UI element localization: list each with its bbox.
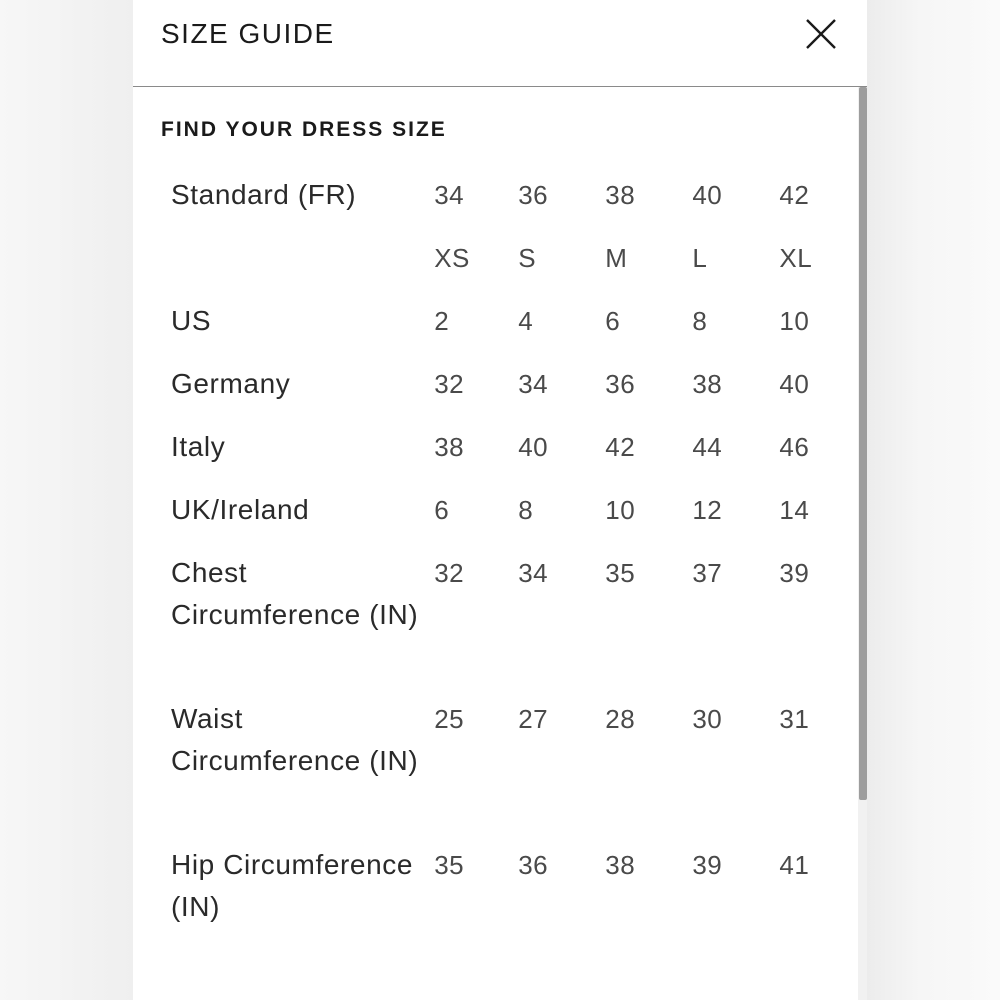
size-cell: M <box>605 243 628 273</box>
close-icon[interactable] <box>803 16 839 52</box>
table-row <box>161 844 867 990</box>
size-cell: 38 <box>605 850 636 880</box>
size-cell: 42 <box>779 180 810 210</box>
size-cell: 10 <box>605 495 636 525</box>
table-row <box>161 300 867 363</box>
size-cell: 6 <box>434 495 450 525</box>
size-cell: 44 <box>692 432 723 462</box>
size-cell: 12 <box>692 495 723 525</box>
table-row <box>161 237 867 300</box>
size-cell: 38 <box>692 369 723 399</box>
table-row <box>161 174 867 237</box>
size-cell: 6 <box>605 306 621 336</box>
size-cell: 40 <box>518 432 549 462</box>
size-cell: 35 <box>605 558 636 588</box>
size-cell: 46 <box>779 432 810 462</box>
modal-title: SIZE GUIDE <box>161 18 335 49</box>
size-cell: 8 <box>518 495 534 525</box>
size-cell: 34 <box>434 180 465 210</box>
size-cell: 32 <box>434 558 465 588</box>
size-guide-modal <box>133 0 867 1000</box>
row-label: Germany <box>171 368 291 399</box>
size-cell: 41 <box>779 850 810 880</box>
size-cell: L <box>692 243 708 273</box>
size-cell: 30 <box>692 704 723 734</box>
close-icon-graphic <box>803 16 839 52</box>
size-cell: 8 <box>692 306 708 336</box>
size-cell: 39 <box>692 850 723 880</box>
size-cell: 34 <box>518 369 549 399</box>
size-cell: 10 <box>779 306 810 336</box>
size-cell: S <box>518 243 537 273</box>
size-cell: 34 <box>518 558 549 588</box>
size-cell: 36 <box>518 180 549 210</box>
section-heading: FIND YOUR DRESS SIZE <box>161 118 447 141</box>
size-guide-scroll-area[interactable] <box>133 87 867 1000</box>
table-row <box>161 552 867 698</box>
size-cell: 42 <box>605 432 636 462</box>
size-cell: 38 <box>434 432 465 462</box>
table-row <box>161 426 867 489</box>
row-label: Italy <box>171 431 226 462</box>
size-cell: XL <box>779 243 813 273</box>
row-label: US <box>171 305 212 336</box>
size-cell: 40 <box>779 369 810 399</box>
size-cell: 38 <box>605 180 636 210</box>
size-cell: XS <box>434 243 470 273</box>
size-cell: 36 <box>518 850 549 880</box>
size-cell: 31 <box>779 704 810 734</box>
modal-header <box>133 0 867 87</box>
row-label <box>161 237 426 300</box>
size-cell: 35 <box>434 850 465 880</box>
size-cell: 36 <box>605 369 636 399</box>
size-cell: 27 <box>518 704 549 734</box>
row-label: Chest Circumference (IN) <box>171 557 419 630</box>
table-row <box>161 489 867 552</box>
size-cell: 28 <box>605 704 636 734</box>
size-cell: 2 <box>434 306 450 336</box>
row-label: UK/Ireland <box>171 494 310 525</box>
row-label: Standard (FR) <box>171 179 357 210</box>
size-cell: 39 <box>779 558 810 588</box>
backdrop-right <box>867 0 1000 1000</box>
size-cell: 14 <box>779 495 810 525</box>
scrollbar-thumb[interactable] <box>859 87 867 800</box>
size-cell: 37 <box>692 558 723 588</box>
size-table <box>161 174 867 990</box>
size-cell: 32 <box>434 369 465 399</box>
size-cell: 40 <box>692 180 723 210</box>
row-label: Waist Circumference (IN) <box>171 703 419 776</box>
size-cell: 25 <box>434 704 465 734</box>
row-label: Hip Circumference (IN) <box>171 849 414 922</box>
size-cell: 4 <box>518 306 534 336</box>
backdrop-left <box>0 0 133 1000</box>
table-row <box>161 698 867 844</box>
table-row <box>161 363 867 426</box>
